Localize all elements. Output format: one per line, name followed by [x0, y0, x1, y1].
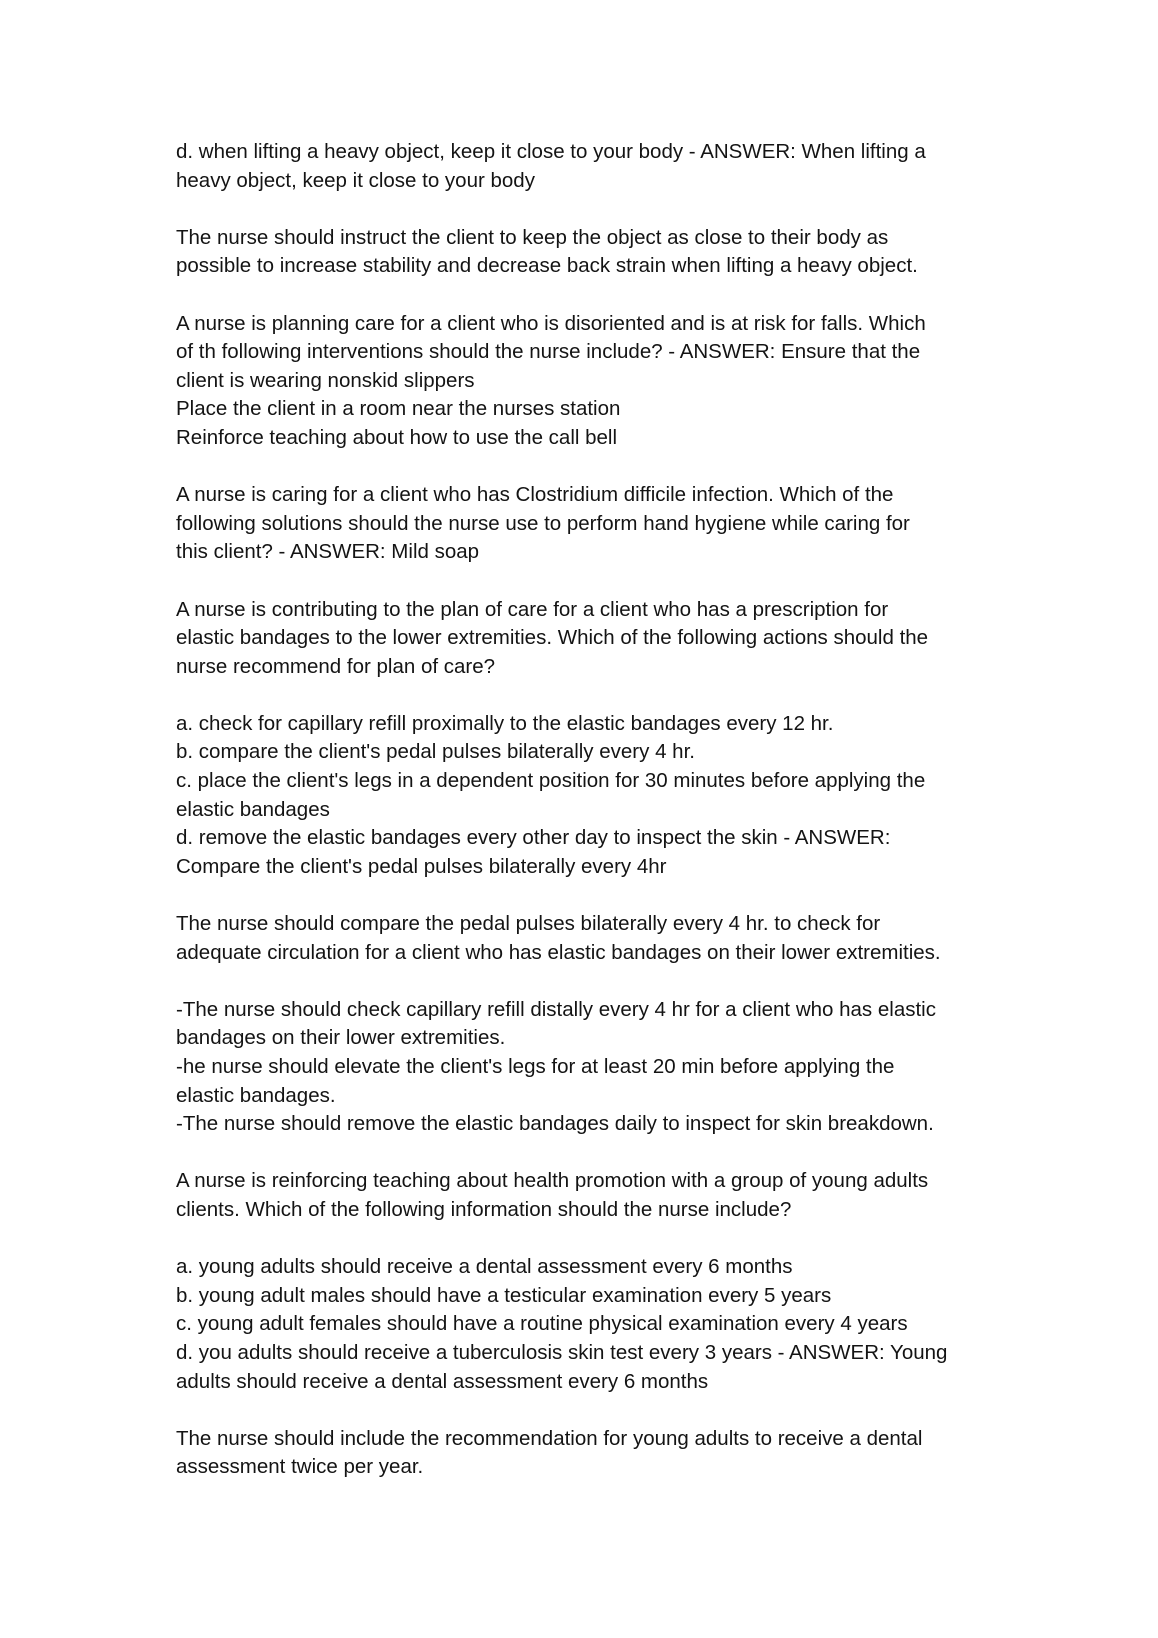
text-line: c. place the client's legs in a dependent position for 30 minutes before applying the — [176, 769, 926, 793]
text-line: Place the client in a room near the nurses station — [176, 397, 621, 421]
text-line: of th following interventions should the nurse include? - ANSWER: Ensure that the — [176, 340, 921, 364]
text-line: b. compare the client's pedal pulses bilaterally every 4 hr. — [176, 740, 695, 764]
text-line: The nurse should compare the pedal pulses bilaterally every 4 hr. to check for — [176, 912, 881, 936]
text-line: A nurse is caring for a client who has Clostridium difficile infection. Which of the — [176, 483, 894, 507]
text-line: nurse recommend for plan of care? — [176, 654, 496, 678]
text-line: possible to increase stability and decrease back strain when lifting a heavy object. — [176, 254, 918, 278]
text-line: c. young adult females should have a routine physical examination every 4 years — [176, 1312, 908, 1336]
text-line: The nurse should include the recommendation for young adults to receive a dental — [176, 1426, 923, 1450]
paragraph — [176, 596, 1016, 682]
text-line: A nurse is reinforcing teaching about health promotion with a group of young adults — [176, 1169, 929, 1193]
paragraph — [176, 138, 1016, 195]
text-line: adequate circulation for a client who has elastic bandages on their lower extremities. — [176, 940, 941, 964]
text-line: -he nurse should elevate the client's legs for at least 20 min before applying the — [176, 1055, 895, 1078]
text-line: elastic bandages to the lower extremities. Which of the following actions should the — [176, 626, 929, 650]
paragraph — [176, 1425, 1016, 1482]
paragraph — [176, 481, 1016, 567]
paragraph — [176, 710, 1016, 882]
text-line: elastic bandages — [176, 797, 330, 821]
text-line: a. young adults should receive a dental assessment every 6 months — [176, 1255, 793, 1279]
text-line: -The nurse should check capillary refill distally every 4 hr for a client who has elastic — [176, 997, 936, 1021]
text-line: elastic bandages. — [176, 1083, 336, 1107]
text-line: b. young adult males should have a testicular examination every 5 years — [176, 1283, 832, 1307]
paragraph — [176, 224, 1016, 281]
text-line: d. when lifting a heavy object, keep it close to your body - ANSWER: When lifting a — [176, 140, 926, 163]
text-line: client is wearing nonskid slippers — [176, 368, 475, 392]
text-line: The nurse should instruct the client to keep the object as close to their body as — [176, 225, 889, 249]
paragraph — [176, 1253, 1016, 1396]
text-line: -The nurse should remove the elastic bandages daily to inspect for skin breakdown. — [176, 1112, 934, 1136]
text-line: following solutions should the nurse use to perform hand hygiene while caring for — [176, 511, 910, 535]
text-line: d. you adults should receive a tuberculosis skin test every 3 years - ANSWER: Young — [176, 1340, 948, 1364]
paragraph — [176, 996, 1016, 1139]
text-line: a. check for capillary refill proximally to the elastic bandages every 12 hr. — [176, 711, 834, 735]
text-line: Compare the client's pedal pulses bilaterally every 4hr — [176, 854, 667, 878]
paragraph — [176, 1167, 1016, 1224]
text-line: adults should receive a dental assessment every 6 months — [176, 1369, 709, 1393]
paragraph — [176, 910, 1016, 967]
text-line: assessment twice per year. — [176, 1455, 424, 1479]
text-line: heavy object, keep it close to your body — [176, 168, 535, 192]
paragraph — [176, 310, 1016, 453]
text-line: bandages on their lower extremities. — [176, 1026, 506, 1050]
text-line: clients. Which of the following information should the nurse include? — [176, 1197, 792, 1221]
text-line: Reinforce teaching about how to use the call bell — [176, 425, 618, 449]
text-line: d. remove the elastic bandages every other day to inspect the skin - ANSWER: — [176, 826, 891, 850]
text-line: A nurse is contributing to the plan of care for a client who has a prescription for — [176, 597, 889, 621]
text-line: A nurse is planning care for a client who is disoriented and is at risk for falls. Which — [176, 311, 926, 335]
document-body — [176, 138, 1016, 1511]
text-line: this client? - ANSWER: Mild soap — [176, 540, 480, 564]
